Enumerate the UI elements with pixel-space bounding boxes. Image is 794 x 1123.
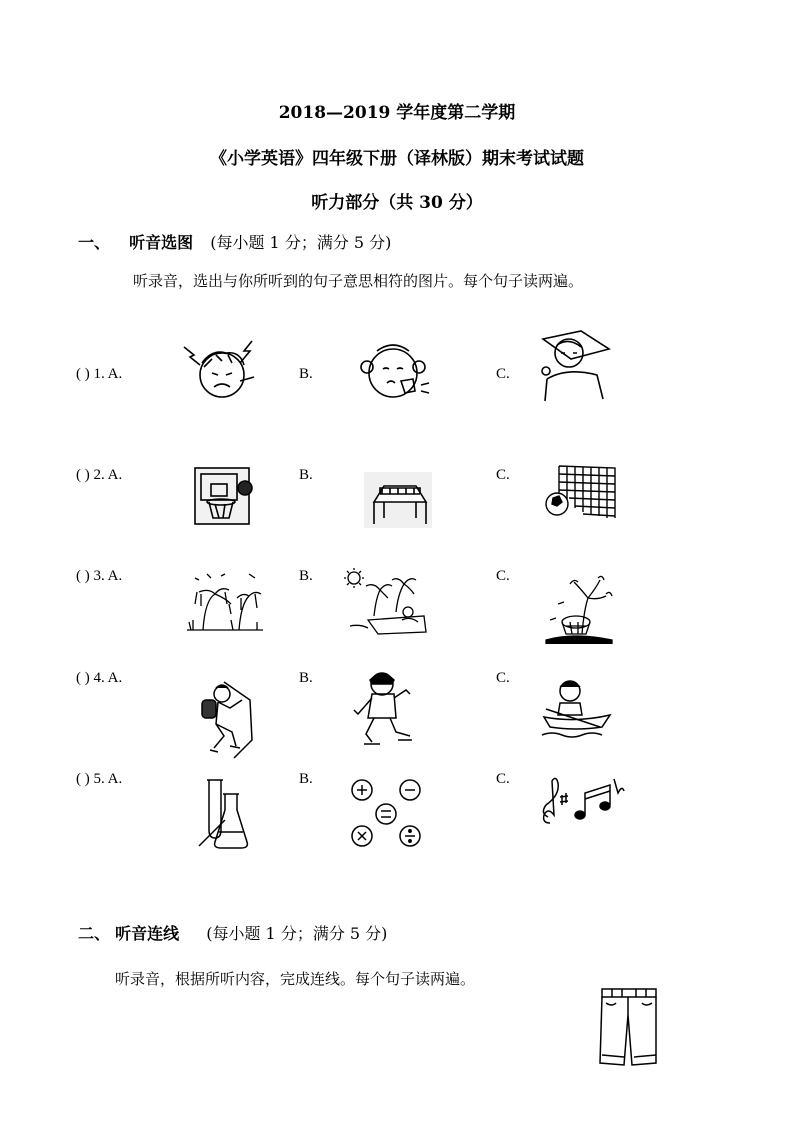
section2-score: (每小题 1 分；满分 5 分) bbox=[206, 924, 388, 943]
rowing-boy-icon bbox=[540, 675, 612, 741]
question-3-option-c: C. bbox=[496, 568, 510, 584]
science-flask-icon bbox=[195, 776, 251, 852]
listening-part-title: 听力部分（共 30 分） bbox=[311, 193, 483, 213]
question-5-label: ( ) 5. A. bbox=[76, 771, 123, 787]
table-tennis-table-icon bbox=[364, 472, 432, 528]
section2-instruction: 听录音，根据所听内容，完成连线。每个句子读两遍。 bbox=[115, 970, 476, 988]
question-1-option-b: B. bbox=[299, 366, 313, 382]
summer-beach-icon bbox=[344, 568, 428, 636]
section1-score: (每小题 1 分；满分 5 分) bbox=[210, 233, 392, 252]
section1-number: 一、 bbox=[78, 233, 111, 252]
question-4-label: ( ) 4. A. bbox=[76, 670, 123, 686]
section1-instruction: 听录音，选出与你所听到的句子意思相符的图片。每个句子读两遍。 bbox=[133, 272, 584, 290]
question-2-label: ( ) 2. A. bbox=[76, 467, 123, 483]
question-2-option-c: C. bbox=[496, 467, 510, 483]
trousers-icon bbox=[598, 985, 660, 1069]
question-5-option-c: C. bbox=[496, 771, 510, 787]
question-2-option-b: B. bbox=[299, 467, 313, 483]
exam-title: 《小学英语》四年级下册（译林版）期末考试试题 bbox=[210, 149, 584, 169]
question-5-option-b: B. bbox=[299, 771, 313, 787]
question-1-label: ( ) 1. A. bbox=[76, 366, 123, 382]
section2-heading bbox=[78, 921, 387, 944]
section2-number: 二、 bbox=[78, 924, 111, 943]
toothache-girl-icon bbox=[355, 335, 437, 405]
skating-boy-icon bbox=[352, 670, 414, 750]
section1-heading bbox=[78, 230, 391, 253]
section1-title: 听音选图 bbox=[129, 233, 194, 252]
exam-year-title: 2018—2019 学年度第二学期 bbox=[278, 103, 516, 123]
question-1-option-c: C. bbox=[496, 366, 510, 382]
autumn-harvest-icon bbox=[544, 574, 614, 644]
question-4-option-b: B. bbox=[299, 670, 313, 686]
spring-scene-icon bbox=[185, 570, 265, 634]
question-3-label: ( ) 3. A. bbox=[76, 568, 123, 584]
music-notes-icon bbox=[538, 775, 626, 829]
climbing-boy-icon bbox=[194, 680, 256, 760]
maths-symbols-icon bbox=[348, 776, 424, 850]
question-4-option-c: C. bbox=[496, 670, 510, 686]
question-3-option-b: B. bbox=[299, 568, 313, 584]
basketball-hoop-icon bbox=[193, 466, 259, 526]
section2-title: 听音连线 bbox=[115, 924, 180, 943]
sleeping-person-icon bbox=[537, 329, 613, 405]
football-goal-icon bbox=[545, 462, 617, 522]
headache-boy-icon bbox=[182, 337, 266, 403]
